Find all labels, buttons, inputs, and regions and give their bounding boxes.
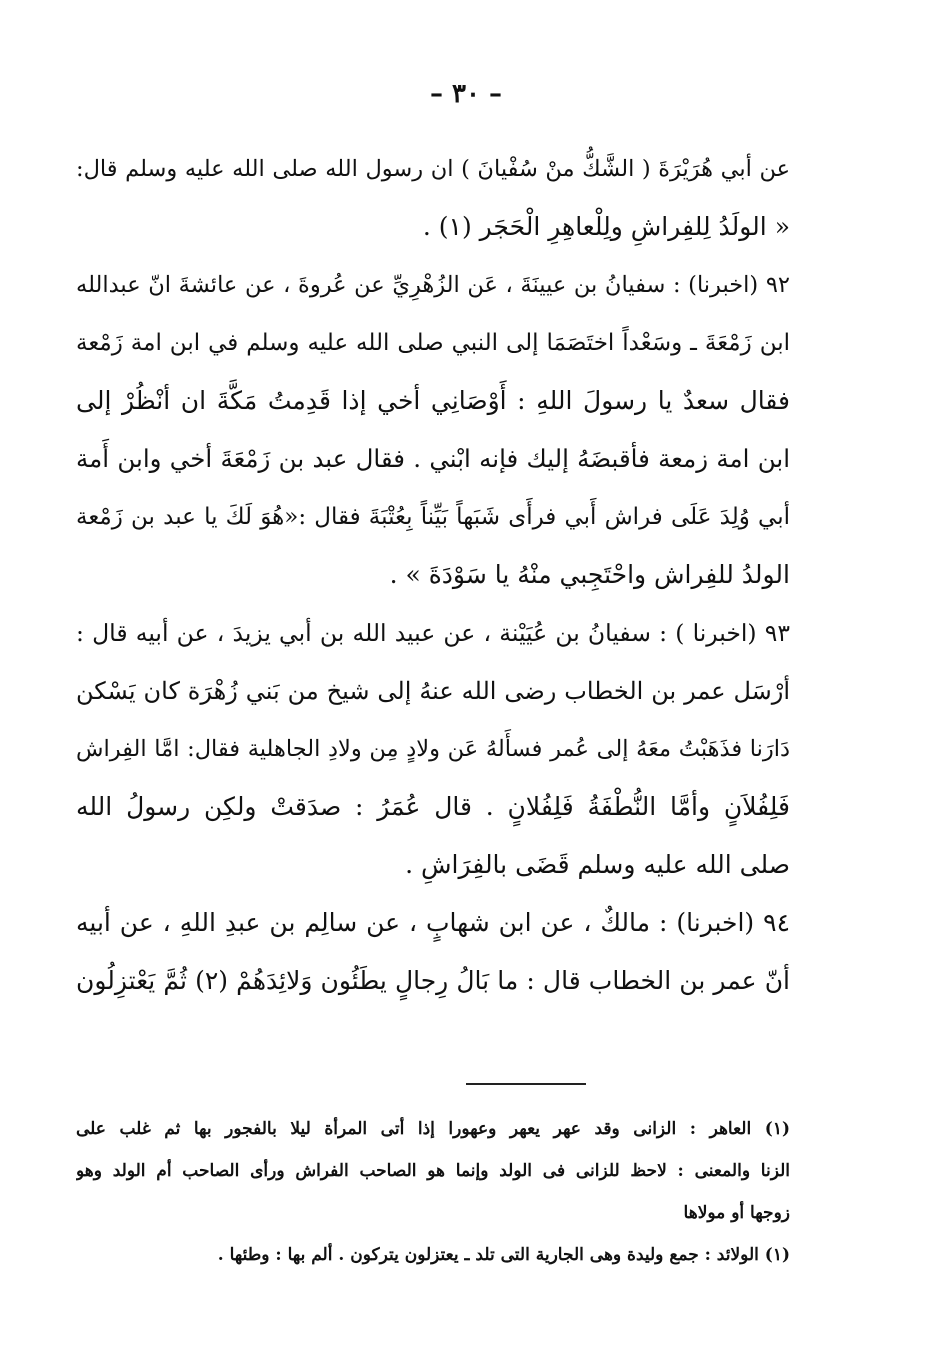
text-line: ابن امة زمعة فأقبضَهُ إليك فإنه ابْني . فقال عبد بن زَمْعَةَ أخي وابن أَمة: [76, 444, 790, 473]
text-line: دَارَنا فذَهَبْتُ معَهُ إلى عُمر فسأَلهُ عَن ولادٍ مِن ولادِ الجاهلية فقال: امَّا الفِراش: [76, 736, 790, 762]
footnote-line: (١) الولائد : جمع وليدة وهى الجارية التى تلد ـ يعتزلون يتركون . ألم بها : وطئها .: [217, 1245, 790, 1265]
footnote-line: الزنا والمعنى : لاحظ للزانى فى الولد وإنما هو الصاحب الفراش ورأى الصاحب أم الولد وهو: [76, 1161, 790, 1181]
text-line: ٩٢ (اخبرنا) : سفيانُ بن عيينَةَ ، عَن الزُهْرِيِّ عن عُروةَ ، عن عائشةَ انّ عبدالله: [76, 272, 790, 298]
text-line: صلى الله عليه وسلم قَضَى بالفِرَاشِ .: [405, 850, 790, 879]
text-line: فَلِفُلاَنٍ وأمَّا النُّطْفَةُ فَلِفُلانٍ . قال عُمَرُ : صدَقتْ ولكِن رسولُ الله: [76, 792, 790, 821]
text-line: ٩٤ (اخبرنا) : مالكٌ ، عن ابن شهابٍ ، عن سالِم بن عبدِ اللهِ ، عن أبيه: [76, 908, 790, 937]
text-line: ابن زَمْعَةَ ـ وسَعْداً اختَصَمَا إلى النبي صلى الله عليه وسلم في ابن امة زَمْعة: [76, 330, 790, 356]
text-line: أرْسَل عمر بن الخطاب رضى الله عنهُ إلى شيخ من بَني زُهْرَة كان يَسْكن: [76, 677, 790, 705]
main-text: [76, 140, 790, 1010]
footnote-divider: [466, 1083, 586, 1085]
page-number: – ٣٠ –: [429, 79, 503, 109]
text-line: أبي وُلِدَ عَلَى فراش أَبي فرأَى شَبَهاً بَيِّناً بِعُتْبَةَ فقال :«هُوَ لَكَ يا عبد بن زَمْعة: [76, 504, 790, 530]
footnote-line: (١) العاهر : الزانى وقد عهر يعهر وعهورا إذا أتى المرأة ليلا بالفجور بها ثم غلب على: [76, 1119, 790, 1139]
text-line: أنّ عمر بن الخطاب قال : ما بَالُ رِجالٍ يطَئُون وَلائِدَهُمْ (٢) ثُمَّ يَعْتزِلُون: [76, 966, 790, 995]
footnote-line: زوجها أو مولاها: [683, 1203, 790, 1223]
text-line: « الولَدُ لِلفِراشِ ولِلْعاهِرِ الْحَجَر (١) .: [422, 212, 790, 241]
text-line: الولدُ للفِراش واحْتَجِبي منْهُ يا سَوْدَةَ » .: [389, 560, 790, 589]
text-line: فقال سعدٌ يا رسولَ اللهِ : أَوْصَانِي أخي إذا قَدِمتُ مَكَّةَ ان أنْظُرْ إلى: [76, 386, 790, 415]
text-line: عن أبي هُرَيْرَةَ ( الشَّكُّ منْ سُفْيانَ ) ان رسول الله صلى الله عليه وسلم قال:: [76, 156, 790, 182]
text-line: ٩٣ (اخبرنا ) : سفيانُ بن عُيَيْنة ، عن عبيد الله بن أبي يزيدَ ، عن أبيه قال :: [76, 619, 790, 647]
footnotes: [76, 1108, 790, 1276]
